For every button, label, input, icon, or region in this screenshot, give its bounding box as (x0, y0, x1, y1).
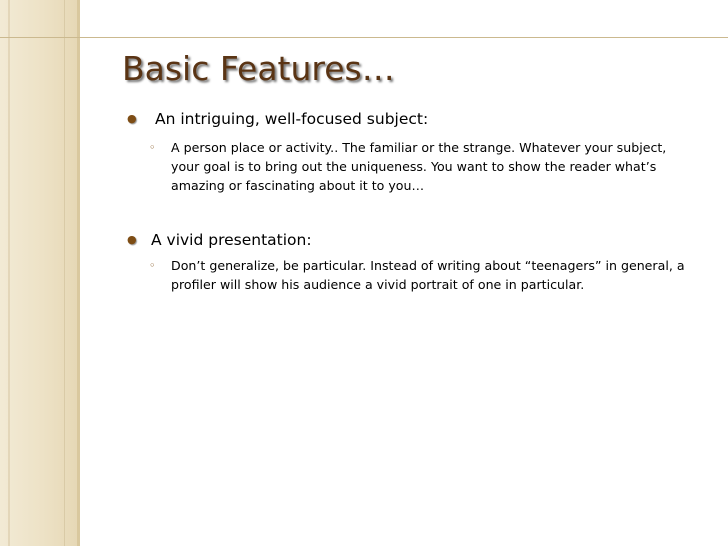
sub-bullet-circle-icon: ◦ (149, 259, 156, 272)
bullet-dot-icon: ● (127, 112, 137, 125)
bullet-text: A vivid presentation: (151, 231, 312, 249)
sub-bullet-item (149, 138, 728, 195)
sub-bullet-line: A person place or activity.. The familiar or the strange. Whatever your subject, (171, 140, 667, 155)
left-bar-edge (77, 0, 80, 546)
left-bar-stripe (8, 0, 10, 546)
bullet-dot-icon: ● (127, 233, 137, 246)
sub-bullet-item (149, 256, 728, 294)
sub-bullet-line: your goal is to bring out the uniqueness. You want to show the reader what’s (171, 159, 657, 174)
bullet-item (127, 228, 312, 252)
sub-bullet-circle-icon: ◦ (149, 141, 156, 154)
sub-bullet-line: amazing or fascinating about it to you… (171, 178, 425, 193)
slide-title: Basic Features… (122, 49, 395, 88)
bullet-text: An intriguing, well-focused subject: (155, 110, 429, 128)
sub-bullet-text (171, 138, 728, 195)
left-bar-stripe (64, 0, 65, 546)
top-rule (0, 37, 728, 38)
sub-bullet-line: Don’t generalize, be particular. Instead of writing about “teenagers” in general, a (171, 258, 685, 273)
left-decorative-bar (0, 0, 77, 546)
sub-bullet-text (171, 256, 728, 294)
bullet-item (127, 107, 428, 131)
sub-bullet-line: profiler will show his audience a vivid portrait of one in particular. (171, 277, 585, 292)
